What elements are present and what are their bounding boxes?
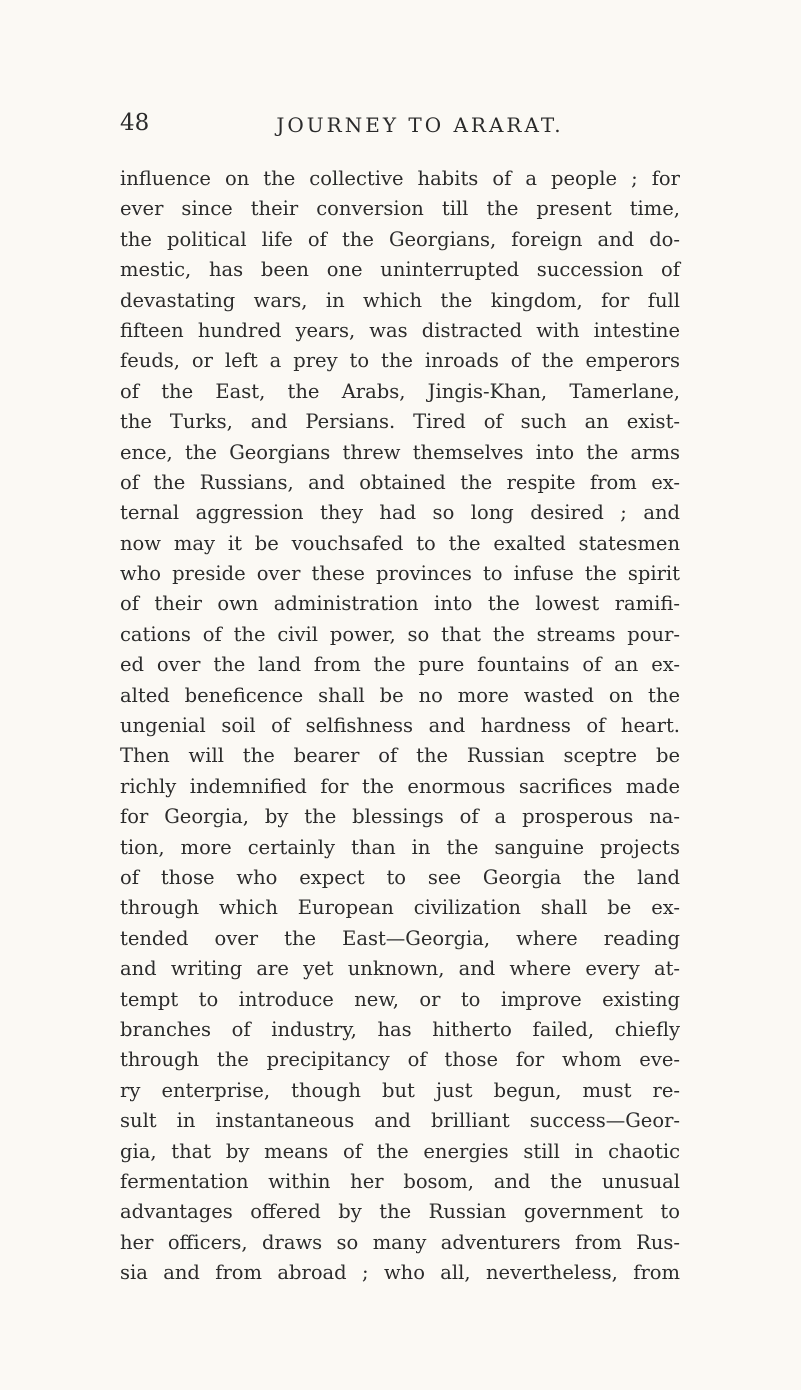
- text-line: Then will the bearer of the Russian sceptre be: [120, 744, 680, 768]
- text-line: now may it be vouchsafed to the exalted statesmen: [120, 531, 680, 555]
- text-line: her officers, draws so many adventurers from Rus-: [120, 1230, 680, 1254]
- text-line: tion, more certainly than in the sanguine projects: [120, 835, 680, 859]
- text-line: through the precipitancy of those for whom eve-: [120, 1048, 680, 1072]
- text-line: richly indemnified for the enormous sacrifices made: [120, 774, 680, 798]
- text-line: of their own administration into the lowest ramifi-: [120, 592, 680, 616]
- text-line: ry enterprise, though but just begun, must re-: [120, 1078, 680, 1102]
- text-line: sia and from abroad ; who all, nevertheless, from: [120, 1261, 680, 1285]
- text-line: mestic, has been one uninterrupted succession of: [120, 258, 680, 282]
- text-line: through which European civilization shall be ex-: [120, 896, 680, 920]
- text-line: alted beneficence shall be no more wasted on the: [120, 683, 680, 707]
- text-line: of those who expect to see Georgia the land: [120, 865, 680, 889]
- text-line: feuds, or left a prey to the inroads of the emperors: [120, 349, 680, 373]
- text-line: for Georgia, by the blessings of a prosperous na-: [120, 805, 680, 829]
- text-line: ence, the Georgians threw themselves into the arms: [120, 440, 680, 464]
- text-line: sult in instantaneous and brilliant success—Geor-: [120, 1109, 680, 1133]
- page-number: 48: [120, 110, 150, 136]
- running-title: JOURNEY TO ARARAT.: [276, 113, 564, 137]
- text-line: ternal aggression they had so long desired ; and: [120, 501, 680, 525]
- text-line: fifteen hundred years, was distracted with intestine: [120, 318, 680, 342]
- text-line: advantages offered by the Russian government to: [120, 1200, 680, 1224]
- text-line: devastating wars, in which the kingdom, for full: [120, 288, 680, 312]
- text-line: ever since their conversion till the present time,: [120, 197, 680, 221]
- text-line: ungenial soil of selfishness and hardness of heart.: [120, 714, 680, 738]
- text-line: of the East, the Arabs, Jingis-Khan, Tamerlane,: [120, 379, 680, 403]
- text-line: of the Russians, and obtained the respite from ex-: [120, 470, 680, 494]
- text-line: and writing are yet unknown, and where every at-: [120, 957, 680, 981]
- text-line: gia, that by means of the energies still in chaotic: [120, 1139, 680, 1163]
- text-line: tempt to introduce new, or to improve existing: [120, 987, 680, 1011]
- text-line: branches of industry, has hitherto failed, chiefly: [120, 1017, 680, 1041]
- text-line: who preside over these provinces to infuse the spirit: [120, 562, 680, 586]
- text-line: cations of the civil power, so that the streams pour-: [120, 622, 680, 646]
- page-header: [120, 110, 680, 144]
- body-text: [120, 164, 680, 1288]
- text-line: the Turks, and Persians. Tired of such an exist-: [120, 410, 680, 434]
- text-line: fermentation within her bosom, and the unusual: [120, 1169, 680, 1193]
- text-line: the political life of the Georgians, foreign and do-: [120, 227, 680, 251]
- text-line: influence on the collective habits of a people ; for: [120, 167, 680, 190]
- text-line: ed over the land from the pure fountains of an ex-: [120, 653, 680, 677]
- text-line: tended over the East—Georgia, where reading: [120, 926, 680, 950]
